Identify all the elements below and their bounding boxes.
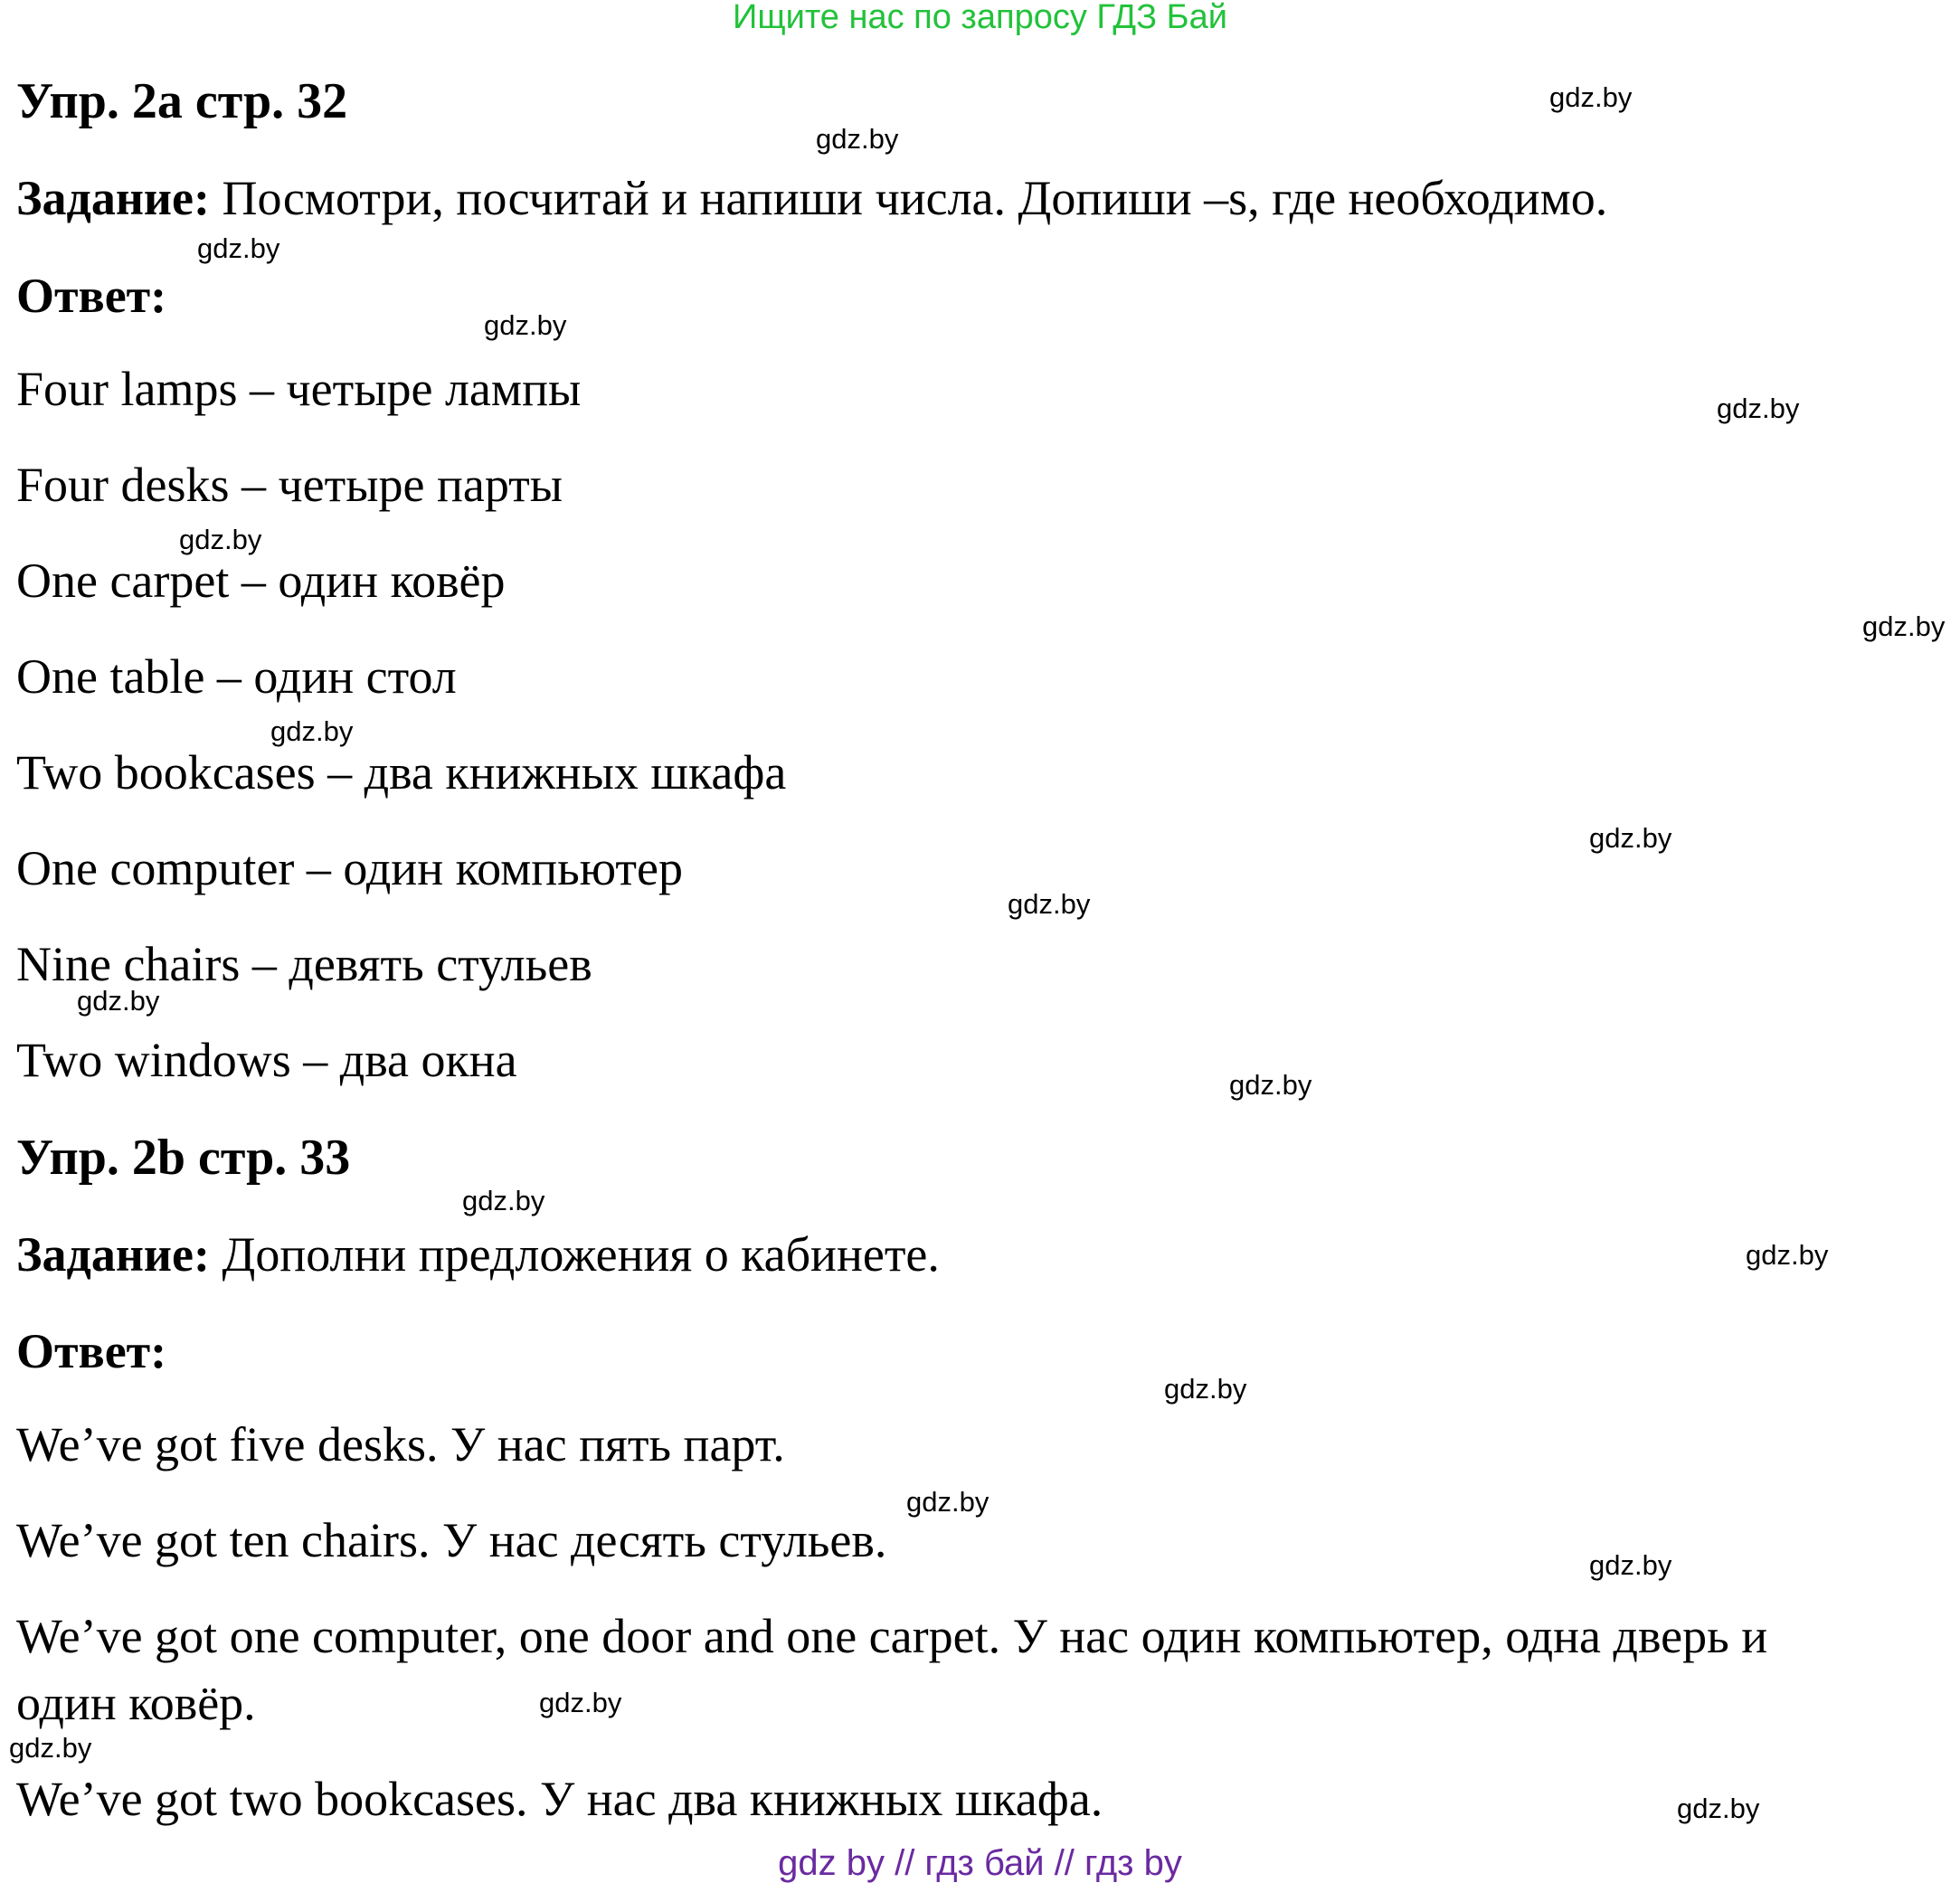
- watermark: gdz.by: [77, 985, 160, 1017]
- footer-banner: gdz by // гдз бай // гдз by: [778, 1843, 1182, 1883]
- watermark: gdz.by: [484, 309, 567, 341]
- section2-answer-line: We’ve got five desks. У нас пять парт.: [16, 1417, 785, 1471]
- section1-answer-line: One computer – один компьютер: [16, 841, 683, 895]
- section2-answer-line: We’ve got two bookcases. У нас два книжных шкафа.: [16, 1772, 1103, 1826]
- watermark: gdz.by: [179, 524, 262, 555]
- section1-answer-line: Two bookcases – два книжных шкафа: [16, 745, 787, 800]
- section2-heading: Упр. 2b стр. 33: [16, 1130, 351, 1186]
- section1-answer-label: Ответ:: [16, 269, 167, 323]
- section2-task-text: Дополни предложения о кабинете.: [210, 1227, 940, 1282]
- watermark: gdz.by: [1589, 822, 1672, 854]
- section2-answer-line: We’ve got ten chairs. У нас десять стульев.: [16, 1513, 887, 1567]
- watermark: gdz.by: [270, 715, 354, 747]
- watermark: gdz.by: [1229, 1069, 1312, 1101]
- section2-answer-label: Ответ:: [16, 1324, 167, 1378]
- header-banner: Ищите нас по запросу ГДЗ Бай: [733, 0, 1227, 36]
- section1-answer-line: One table – один стол: [16, 649, 457, 704]
- section2-answer-line: We’ve got one computer, one door and one carpet. У нас один компьютер, одна дверь и: [16, 1609, 1768, 1663]
- section1-answer-line: Four desks – четыре парты: [16, 458, 563, 512]
- watermark: gdz.by: [1746, 1239, 1829, 1271]
- section1-heading: Упр. 2а стр. 32: [16, 73, 348, 129]
- section1-task-text: Посмотри, посчитай и напиши числа. Допиши –s, где необходимо.: [210, 171, 1608, 225]
- watermark: gdz.by: [539, 1687, 622, 1718]
- watermark: gdz.by: [1677, 1793, 1760, 1824]
- section2-task: [16, 1227, 940, 1282]
- watermark: gdz.by: [1164, 1373, 1247, 1405]
- watermark: gdz.by: [1717, 393, 1800, 424]
- watermark: gdz.by: [9, 1732, 92, 1764]
- section1-answer-line: One carpet – один ковёр: [16, 554, 506, 608]
- section1-answer-line: Two windows – два окна: [16, 1033, 517, 1087]
- watermark: gdz.by: [1008, 888, 1091, 920]
- section2-task-label: Задание:: [16, 1227, 210, 1282]
- section1-answer-line: Four lamps – четыре лампы: [16, 362, 582, 416]
- watermark: gdz.by: [1589, 1549, 1672, 1581]
- section1-answer-line: Nine chairs – девять стульев: [16, 937, 592, 991]
- watermark: gdz.by: [1549, 81, 1633, 113]
- watermark: gdz.by: [462, 1185, 545, 1216]
- section1-task-label: Задание:: [16, 171, 210, 225]
- section1-task: [16, 171, 1608, 225]
- watermark: gdz.by: [1862, 610, 1946, 642]
- watermark: gdz.by: [906, 1486, 989, 1518]
- watermark: gdz.by: [197, 232, 280, 264]
- watermark: gdz.by: [816, 123, 899, 155]
- section2-answer-line: один ковёр.: [16, 1676, 256, 1730]
